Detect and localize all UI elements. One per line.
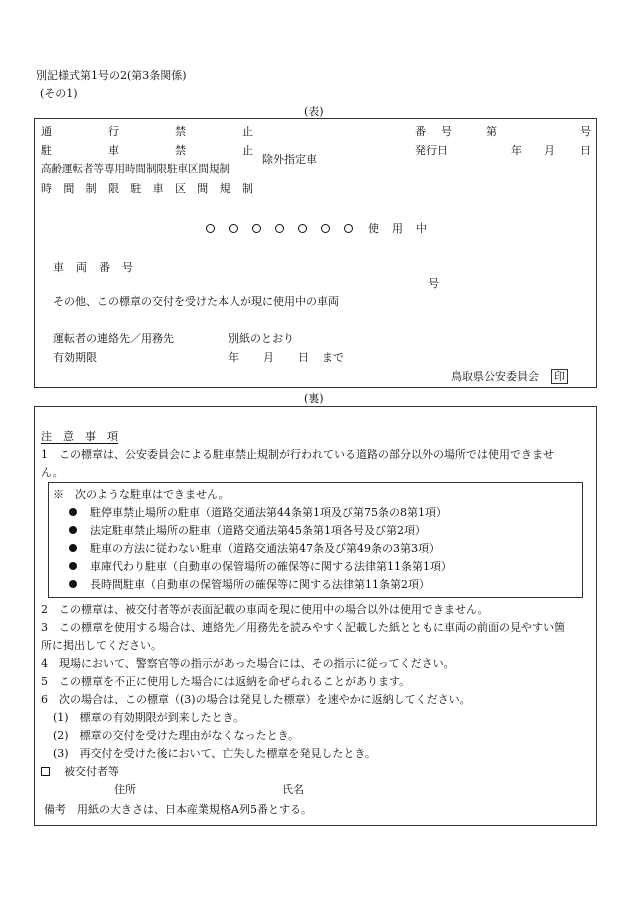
number-label-2: 号 xyxy=(441,125,452,138)
note-5: 5 この標章を不正に使用した場合には返納を命ぜられることがあります。 xyxy=(41,675,411,688)
in-use-char-3: 中 xyxy=(416,222,427,235)
seal-mark: 印 xyxy=(551,369,568,384)
validity-year: 年 xyxy=(228,351,239,364)
recipient-label: 被交付者等 xyxy=(64,765,119,778)
bullet-icon xyxy=(69,544,77,552)
regulation-parking-prohibited: 駐 車 禁 止 xyxy=(41,144,253,157)
bullet-icon xyxy=(69,580,77,588)
note-6-sub-3: (3) 再交付を受けた後において、亡失した標章を発見したとき。 xyxy=(53,747,376,760)
issue-date-label: 発行日 xyxy=(415,144,448,157)
bullet-icon xyxy=(69,562,77,570)
vehicle-number-suffix: 号 xyxy=(428,277,439,290)
note-1-line-1: 1 この標章は、公安委員会による駐車禁止規制が行われている道路の部分以外の場所では使用できませ xyxy=(41,448,554,461)
issue-year: 年 xyxy=(511,144,522,157)
note-6-sub-1: (1) 標章の有効期限が到来したとき。 xyxy=(53,711,245,724)
other-vehicle-text: その他、この標章の交付を受けた本人が現に使用中の車両 xyxy=(53,295,339,308)
circle-mark xyxy=(321,224,330,233)
remark-text: 備考 用紙の大きさは、日本産業規格A列5番とする。 xyxy=(44,803,312,816)
issuer-name: 鳥取県公安委員会 xyxy=(451,370,539,383)
bullet-icon xyxy=(69,508,77,516)
notes-title: 注 意 事 項 xyxy=(41,430,118,443)
note-6-sub-2: (2) 標章の交付を受けた理由がなくなったとき。 xyxy=(53,729,300,742)
regulation-elderly-driver: 高齢運転者等専用時間制限駐車区間規制 xyxy=(41,163,230,175)
validity-day: 日 xyxy=(298,351,309,364)
checkbox-square-icon xyxy=(41,767,50,776)
vehicle-number-label: 車 両 番 号 xyxy=(53,261,133,274)
note-3-line-2: 所に掲出してください。 xyxy=(41,639,162,652)
issue-day: 日 xyxy=(580,144,591,157)
circle-mark xyxy=(206,224,215,233)
in-use-char-2: 用 xyxy=(392,222,403,235)
regulation-traffic-prohibited: 通 行 禁 止 xyxy=(41,125,253,138)
circle-mark xyxy=(275,224,284,233)
address-label: 住所 xyxy=(114,783,136,796)
circle-mark xyxy=(344,224,353,233)
note-3-line-1: 3 この標章を使用する場合は、連絡先／用務先を読みやすく記載した紙とともに車両の前面の見やすい箇 xyxy=(41,621,565,634)
prohibited-item-4: 車庫代わり駐車（自動車の保管場所の確保等に関する法律第11条第1項） xyxy=(90,560,452,573)
prohibited-item-5: 長時間駐車（自動車の保管場所の確保等に関する法律第11条第2項） xyxy=(90,578,430,591)
front-label: (表) xyxy=(304,105,324,118)
regulation-time-limited: 時 間 制 限 駐 車 区 間 規 制 xyxy=(41,182,253,195)
prohibited-parking-heading: ※ 次のような駐車はできません。 xyxy=(53,488,230,501)
circle-mark xyxy=(229,224,238,233)
prohibited-item-3: 駐車の方法に従わない駐車（道路交通法第47条及び第49条の3第3項） xyxy=(90,542,440,555)
circle-mark xyxy=(298,224,307,233)
form-number: 別記様式第1号の2(第3条関係) xyxy=(36,69,187,82)
contact-value: 別紙のとおり xyxy=(228,332,294,345)
back-panel xyxy=(34,406,597,826)
note-6: 6 次の場合は、この標章（(3)の場合は発見した標章）を速やかに返納してください。 xyxy=(41,693,471,706)
name-label: 氏名 xyxy=(282,783,304,796)
number-label-1: 番 xyxy=(415,125,426,138)
note-2: 2 この標章は、被交付者等が表面記載の車両を現に使用中の場合以外は使用できません。 xyxy=(41,603,489,616)
number-dai: 第 xyxy=(486,125,497,138)
validity-until: まで xyxy=(322,351,344,364)
bullet-icon xyxy=(69,526,77,534)
prohibited-item-2: 法定駐車禁止場所の駐車（道路交通法第45条第1項各号及び第2項） xyxy=(90,524,426,537)
note-1-line-2: ん。 xyxy=(41,466,64,479)
in-use-char-1: 使 xyxy=(368,222,379,235)
circle-mark xyxy=(252,224,261,233)
validity-label: 有効期限 xyxy=(53,351,97,364)
number-go: 号 xyxy=(580,125,591,138)
prohibited-item-1: 駐停車禁止場所の駐車（道路交通法第44条第1項及び第75条の8第1項） xyxy=(90,506,447,519)
contact-label: 運転者の連絡先／用務先 xyxy=(53,332,174,345)
validity-month: 月 xyxy=(263,351,274,364)
note-4: 4 現場において、警察官等の指示があった場合には、その指示に従ってください。 xyxy=(41,657,455,670)
back-label: (裏) xyxy=(304,392,324,405)
form-part: (その1) xyxy=(40,87,78,100)
issue-month: 月 xyxy=(544,144,555,157)
exempt-vehicle-label: 除外指定車 xyxy=(262,153,317,166)
